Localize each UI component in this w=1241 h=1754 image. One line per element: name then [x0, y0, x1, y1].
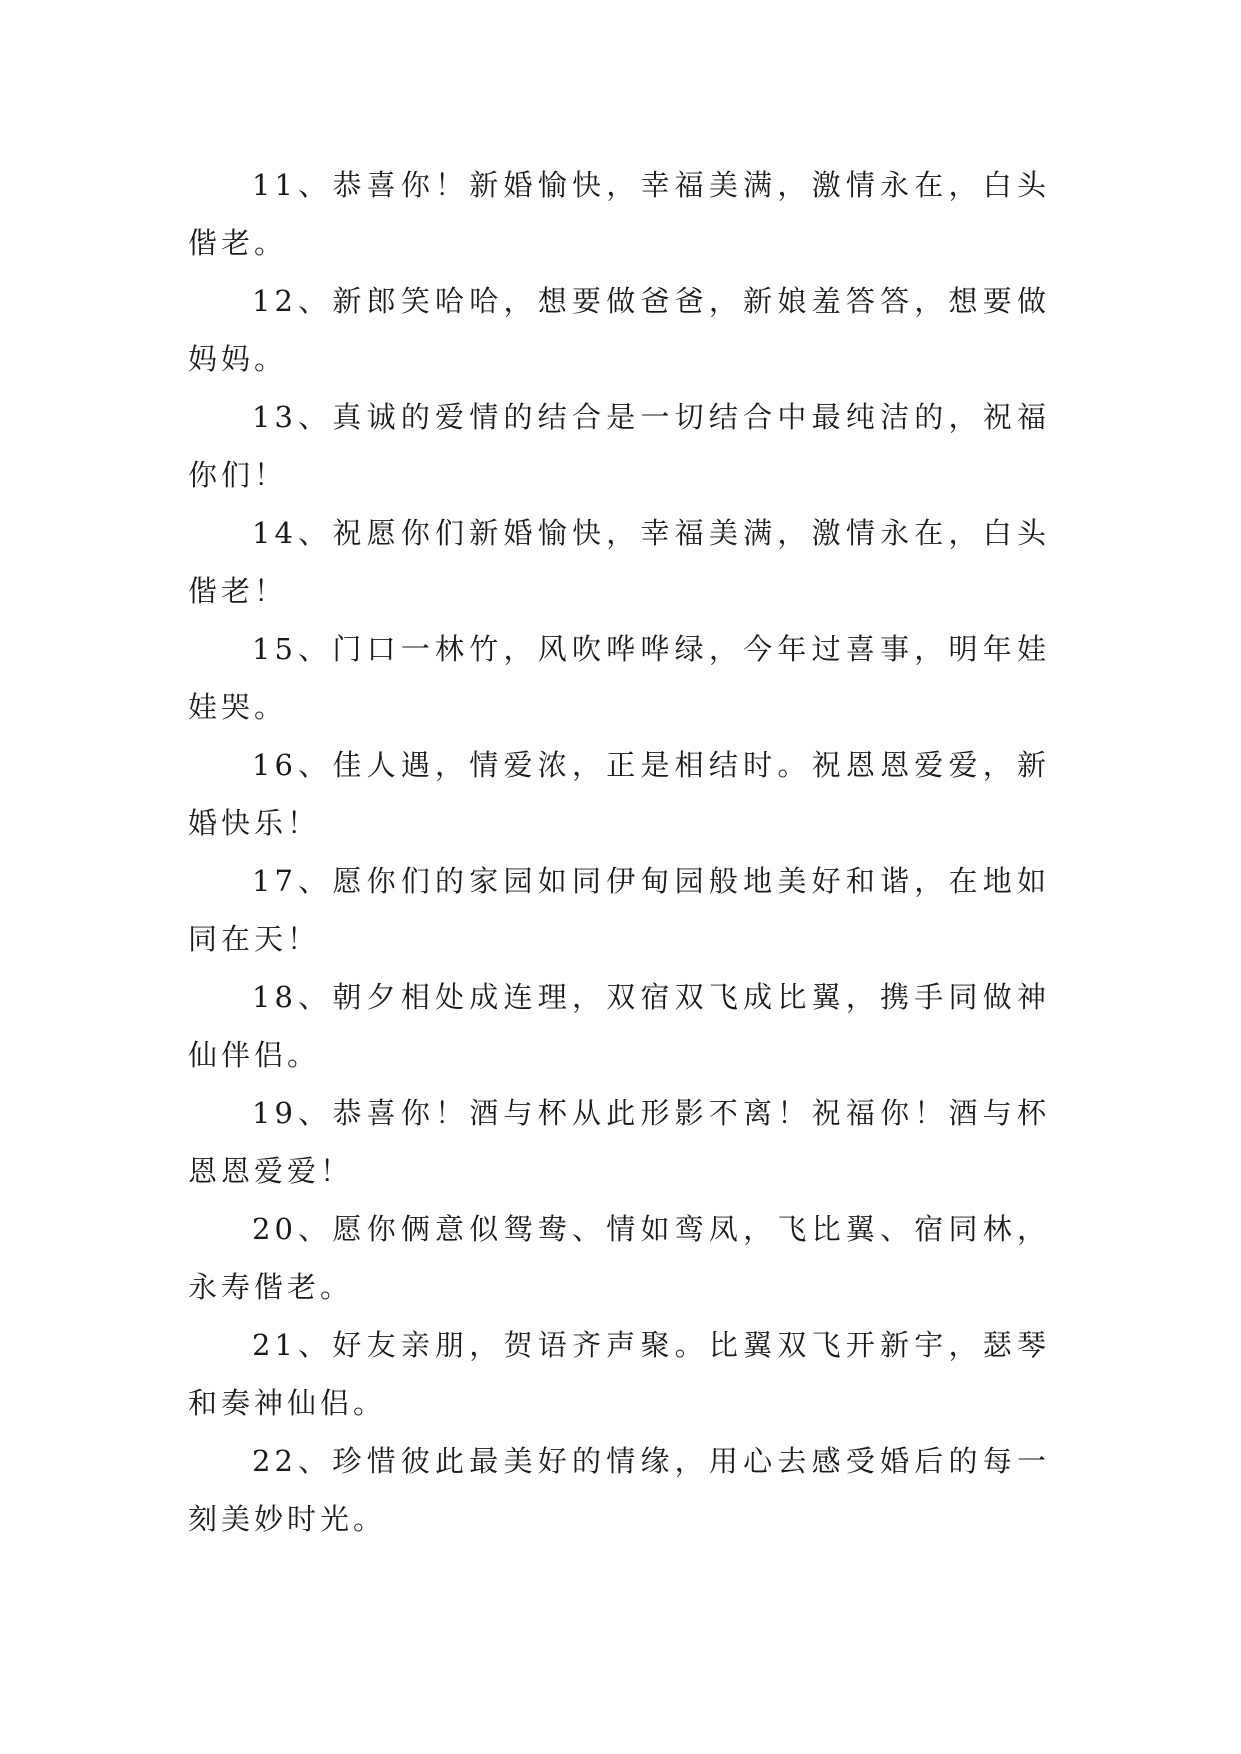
paragraph-14: 14、祝愿你们新婚愉快，幸福美满，激情永在，白头偕老！	[188, 516, 1050, 608]
paragraph-17: 17、愿你们的家园如同伊甸园般地美好和谐，在地如同在天！	[188, 864, 1050, 956]
paragraph-13: 13、真诚的爱情的结合是一切结合中最纯洁的，祝福你们！	[188, 400, 1050, 492]
paragraph-21: 21、好友亲朋，贺语齐声聚。比翼双飞开新宇，瑟琴和奏神仙侣。	[188, 1328, 1050, 1420]
paragraph-20: 20、愿你俩意似鸳鸯、情如鸾凤，飞比翼、宿同林，永寿偕老。	[188, 1212, 1050, 1304]
paragraph-15: 15、门口一林竹，风吹哗哗绿，今年过喜事，明年娃娃哭。	[188, 632, 1050, 724]
document-body	[188, 156, 1050, 1548]
paragraph-16: 16、佳人遇，情爱浓，正是相结时。祝恩恩爱爱，新婚快乐！	[188, 748, 1050, 840]
paragraph-11: 11、恭喜你！新婚愉快，幸福美满，激情永在，白头偕老。	[188, 168, 1050, 260]
paragraph-22: 22、珍惜彼此最美好的情缘，用心去感受婚后的每一刻美妙时光。	[188, 1444, 1050, 1536]
paragraph-18: 18、朝夕相处成连理，双宿双飞成比翼，携手同做神仙伴侣。	[188, 980, 1050, 1072]
paragraph-19: 19、恭喜你！酒与杯从此形影不离！祝福你！酒与杯恩恩爱爱！	[188, 1096, 1050, 1188]
paragraph-12: 12、新郎笑哈哈，想要做爸爸，新娘羞答答，想要做妈妈。	[188, 284, 1050, 376]
